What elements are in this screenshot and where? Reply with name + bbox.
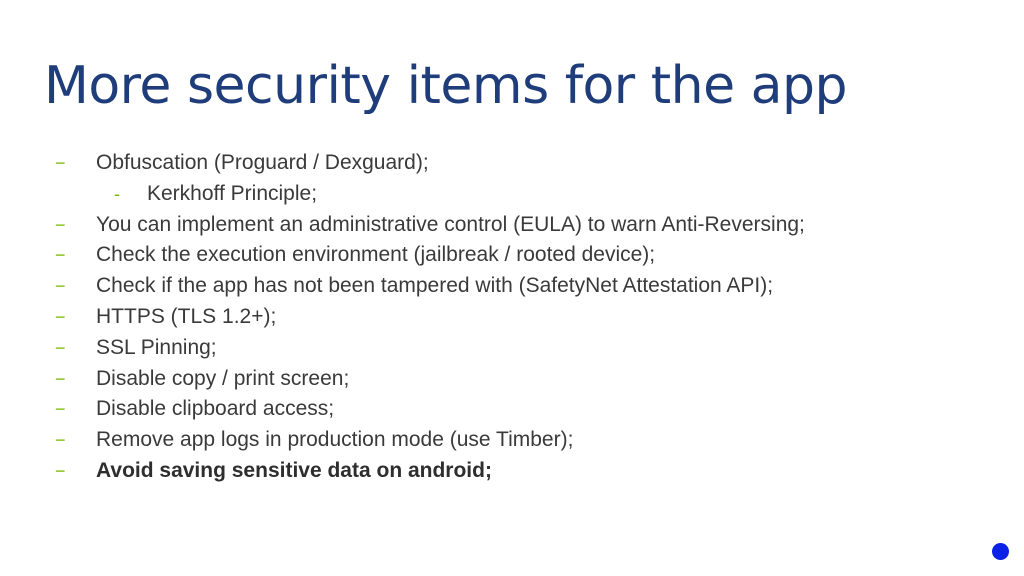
dash-bullet-icon: − (55, 214, 66, 235)
dash-bullet-icon: − (55, 153, 66, 173)
dash-bullet-icon: − (55, 399, 66, 420)
bullet-text: SSL Pinning; (96, 335, 217, 359)
dash-bullet-icon: − (55, 337, 66, 358)
dash-bullet-icon: − (55, 245, 66, 266)
bullet-text: Remove app logs in production mode (use Timber); (96, 428, 574, 452)
bullet-item (0, 302, 1024, 333)
dash-bullet-icon: − (55, 276, 66, 297)
bullet-item (0, 210, 1024, 241)
bullet-text: Disable copy / print screen; (96, 366, 350, 390)
bullet-item (0, 271, 1024, 302)
bullet-item (0, 240, 1024, 271)
bullet-item (0, 148, 1024, 179)
bullet-text: You can implement an administrative control (EULA) to warn Anti-Reversing; (96, 212, 805, 236)
bullet-text: Disable clipboard access; (96, 397, 335, 421)
dash-bullet-icon: − (55, 368, 66, 389)
bullet-list (0, 148, 1024, 487)
dash-bullet-icon: − (55, 460, 66, 481)
bullet-item (0, 394, 1024, 425)
dash-bullet-icon: − (55, 430, 66, 451)
bullet-text: Avoid saving sensitive data on android; (96, 458, 492, 482)
bullet-item (0, 364, 1024, 395)
bullet-text: Check the execution environment (jailbreak / rooted device); (96, 243, 656, 267)
bullet-text: Check if the app has not been tampered with (SafetyNet Attestation API); (96, 274, 774, 298)
bullet-text: Kerkhoff Principle; (147, 181, 318, 205)
bullet-item (0, 333, 1024, 364)
bullet-text: HTTPS (TLS 1.2+); (96, 304, 277, 328)
bullet-item-emphasis (0, 456, 1024, 487)
corner-dot-icon (992, 543, 1009, 560)
sub-bullet-item (0, 179, 1024, 210)
dash-bullet-icon: - (114, 183, 120, 204)
slide-title: More security items for the app (44, 56, 847, 116)
bullet-item (0, 425, 1024, 456)
dash-bullet-icon: − (55, 306, 66, 327)
bullet-text: Obfuscation (Proguard / Dexguard); (96, 151, 429, 174)
